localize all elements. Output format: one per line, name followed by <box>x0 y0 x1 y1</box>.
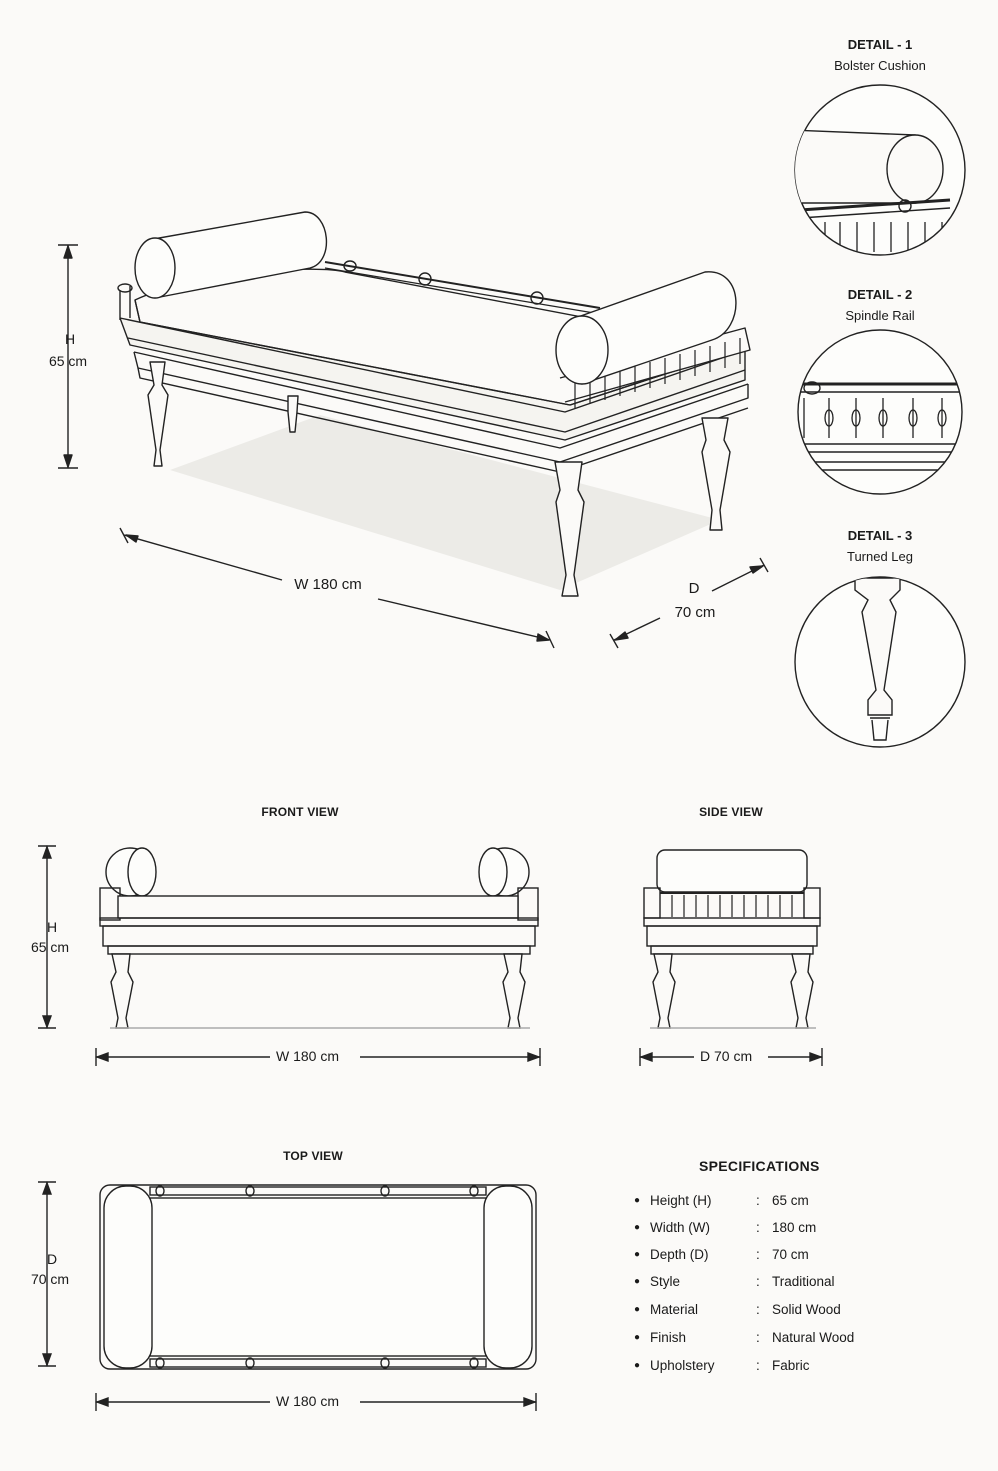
detail-3-subtitle: Turned Leg <box>846 549 913 564</box>
front-height-value: 65 cm <box>30 939 70 955</box>
detail-1-title: DETAIL - 1 <box>847 37 913 52</box>
spec-colon: : <box>756 1302 760 1317</box>
spec-value: 65 cm <box>772 1193 809 1208</box>
spec-value: 180 cm <box>772 1220 817 1235</box>
main-height-value: 65 cm <box>48 353 88 369</box>
spec-key: Material <box>650 1302 699 1317</box>
spec-colon: : <box>756 1247 760 1262</box>
spec-value: Fabric <box>772 1358 810 1373</box>
spec-value: Solid Wood <box>772 1302 841 1317</box>
front-view-title: FRONT VIEW <box>261 805 339 819</box>
bullet-icon: ● <box>634 1276 641 1287</box>
bullet-icon: ● <box>634 1304 641 1315</box>
top-depth-value: 70 cm <box>30 1271 70 1287</box>
bullet-icon: ● <box>634 1249 641 1260</box>
bullet-icon: ● <box>634 1195 641 1206</box>
bullet-icon: ● <box>634 1360 641 1371</box>
main-width-label: W 180 cm <box>294 576 362 593</box>
spec-key: Finish <box>650 1330 687 1345</box>
spec-colon: : <box>756 1193 760 1208</box>
main-height-label: H <box>64 331 76 347</box>
bullet-icon: ● <box>634 1222 641 1233</box>
spec-key: Style <box>650 1274 681 1289</box>
spec-key: Upholstery <box>650 1358 715 1373</box>
detail-3-title: DETAIL - 3 <box>847 528 913 543</box>
detail-1-subtitle: Bolster Cushion <box>834 58 926 73</box>
top-depth-label: D <box>46 1251 58 1267</box>
top-view-title: TOP VIEW <box>283 1149 343 1163</box>
spec-colon: : <box>756 1274 760 1289</box>
spec-key: Width (W) <box>650 1220 710 1235</box>
spec-colon: : <box>756 1220 760 1235</box>
spec-value: Natural Wood <box>772 1330 855 1345</box>
spec-key: Depth (D) <box>650 1247 709 1262</box>
spec-colon: : <box>756 1358 760 1373</box>
spec-value: Traditional <box>772 1274 835 1289</box>
specifications-title: SPECIFICATIONS <box>699 1158 820 1174</box>
detail-2-subtitle: Spindle Rail <box>845 308 915 323</box>
front-height-label: H <box>46 919 58 935</box>
spec-colon: : <box>756 1330 760 1345</box>
main-depth-value: 70 cm <box>674 604 716 621</box>
side-view-title: SIDE VIEW <box>699 805 763 819</box>
top-width-label: W 180 cm <box>270 1393 345 1409</box>
spec-key: Height (H) <box>650 1193 712 1208</box>
spec-value: 70 cm <box>772 1247 809 1262</box>
main-depth-label: D <box>688 580 700 597</box>
front-width-label: W 180 cm <box>270 1048 345 1064</box>
side-depth-label: D 70 cm <box>694 1048 758 1064</box>
detail-2-title: DETAIL - 2 <box>847 287 913 302</box>
bullet-icon: ● <box>634 1332 641 1343</box>
